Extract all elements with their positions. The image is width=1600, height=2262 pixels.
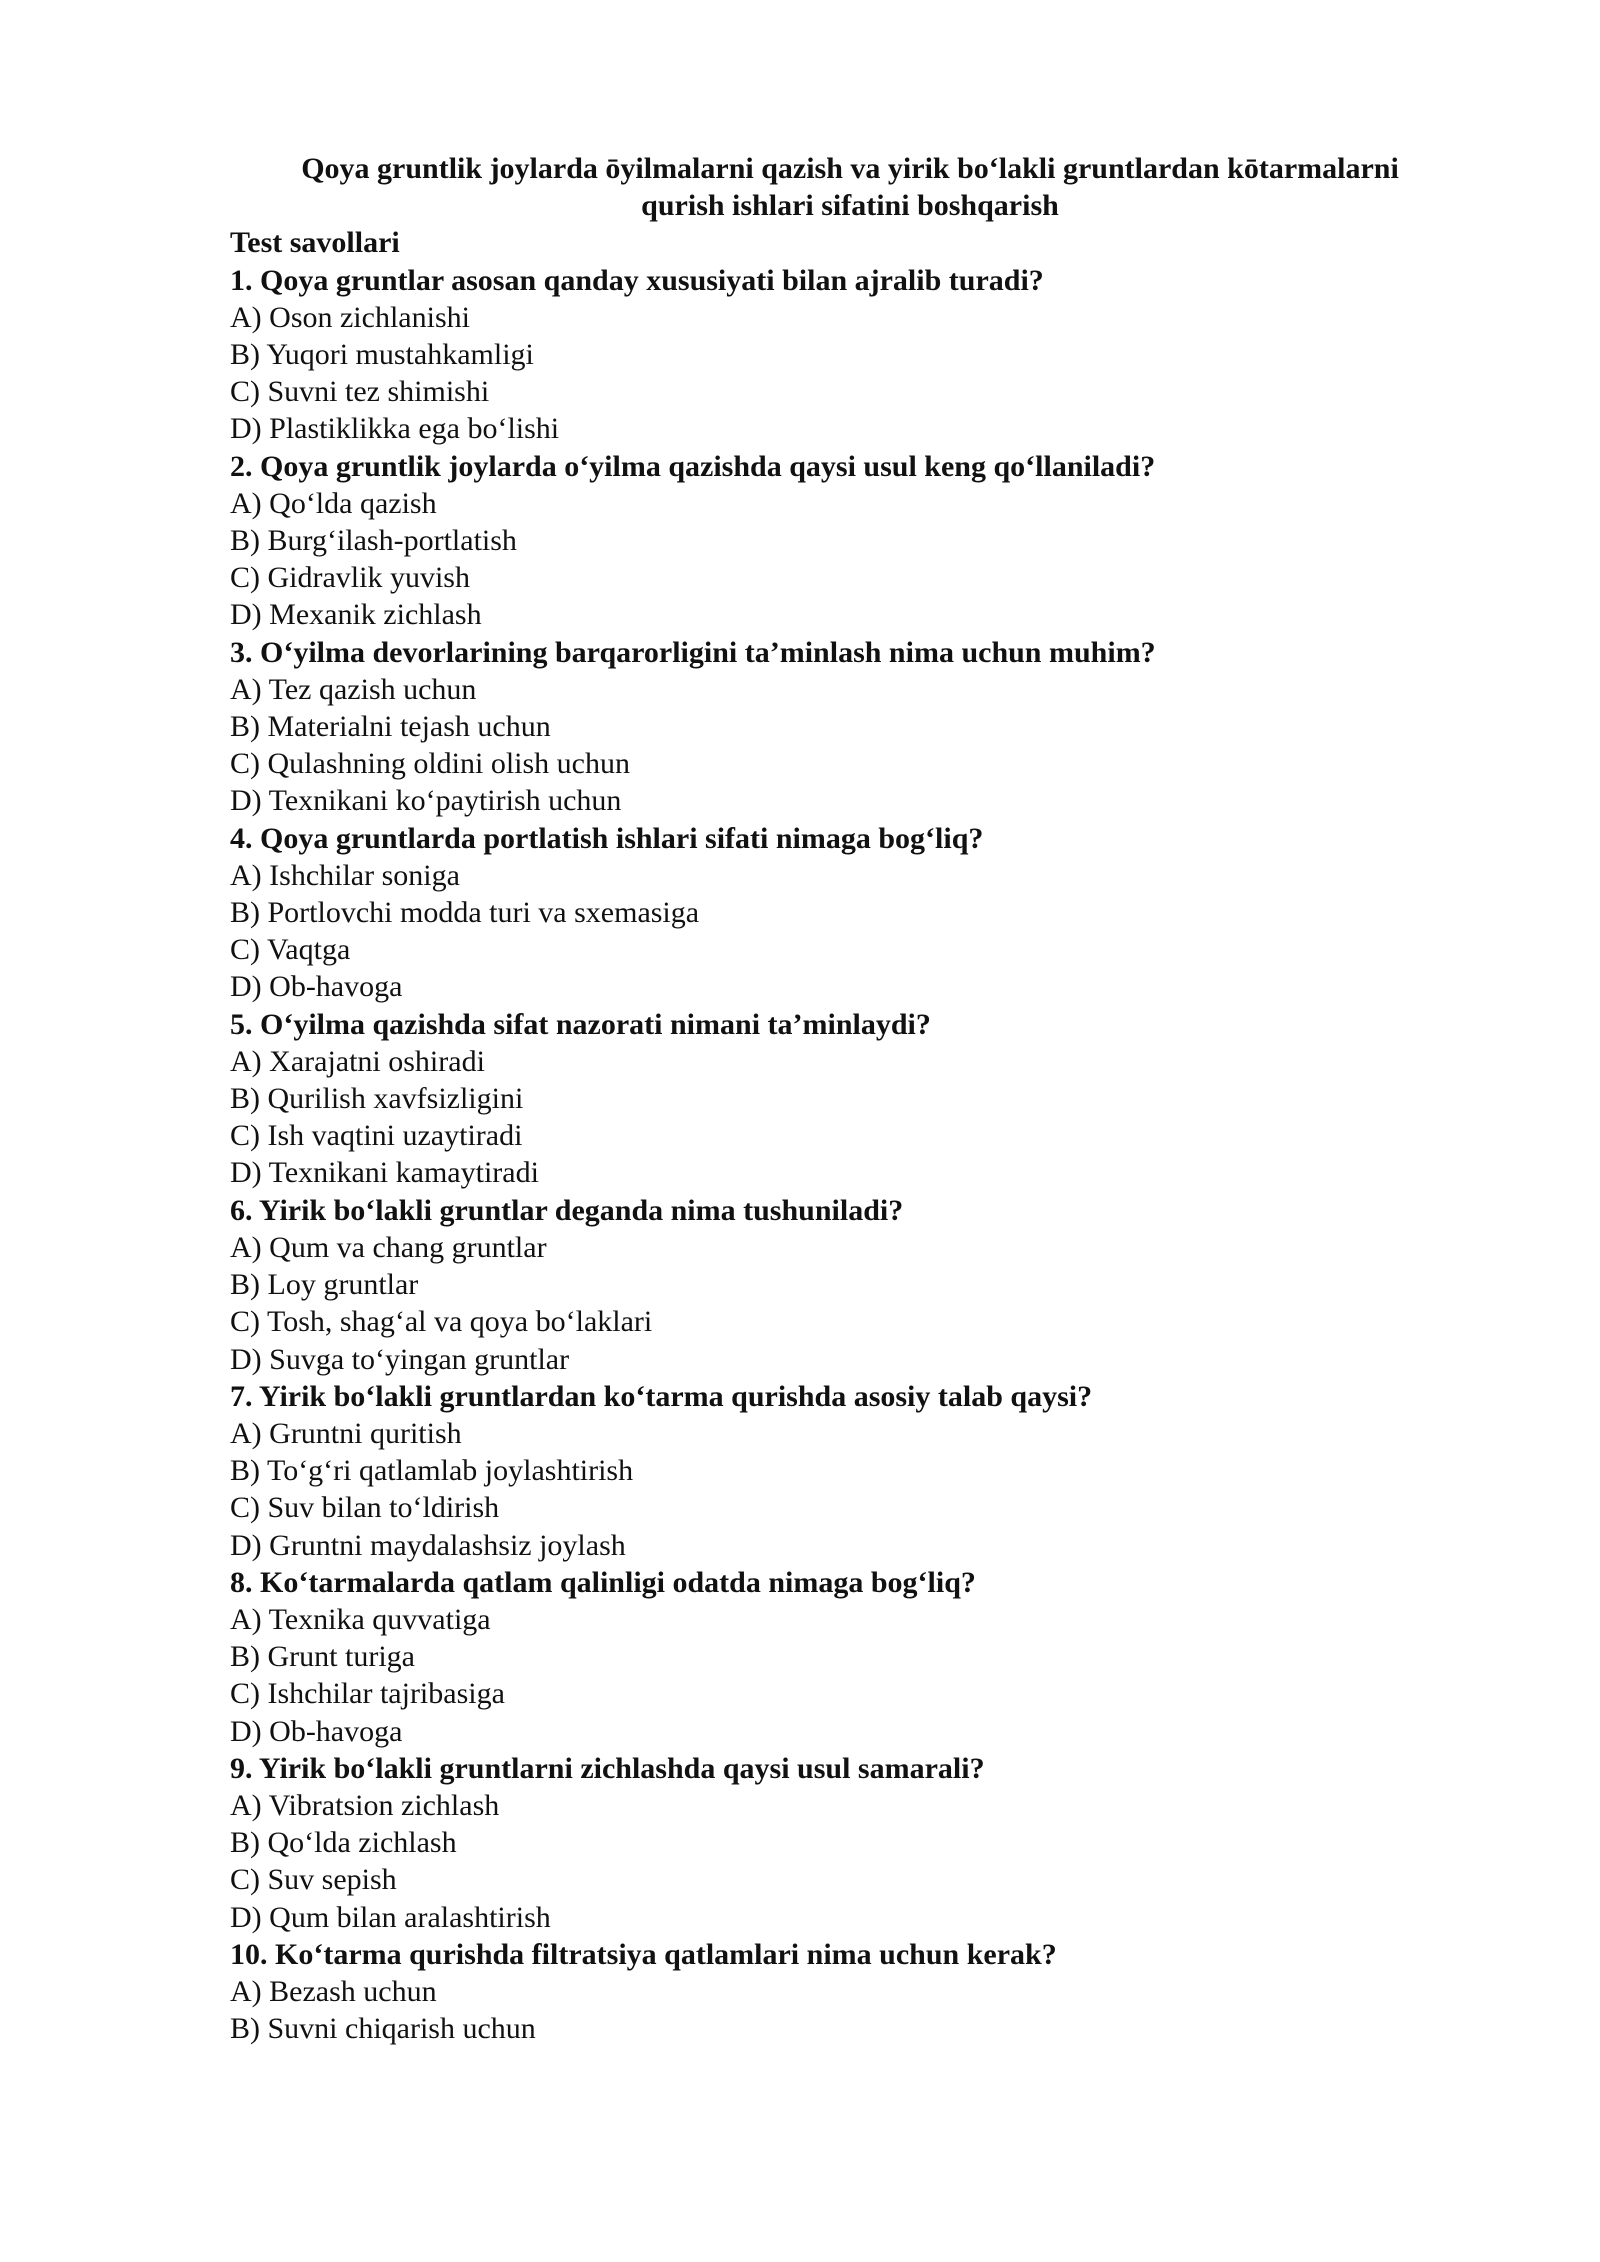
answer-option: D) Texnikani ko‘paytirish uchun bbox=[230, 784, 622, 818]
question-text: 1. Qoya gruntlar asosan qanday xususiyati bilan ajralib turadi? bbox=[230, 263, 1044, 297]
answer-option: A) Oson zichlanishi bbox=[230, 300, 470, 334]
answer-option: D) Ob-havoga bbox=[230, 1714, 403, 1748]
title-line-1: Qoya gruntlik joylarda ōyilmalarni qazish va yirik bo‘lakli gruntlardan kōtarmalarni bbox=[301, 152, 1399, 185]
question-text: 10. Ko‘tarma qurishda filtratsiya qatlamlari nima uchun kerak? bbox=[230, 1937, 1057, 1971]
answer-option: C) Suv sepish bbox=[230, 1863, 397, 1897]
answer-option: D) Qum bilan aralashtirish bbox=[230, 1900, 551, 1934]
answer-option: B) Qo‘lda zichlash bbox=[230, 1826, 457, 1860]
answer-option: B) To‘g‘ri qatlamlab joylashtirish bbox=[230, 1454, 634, 1488]
answer-option: C) Tosh, shag‘al va qoya bo‘laklari bbox=[230, 1305, 653, 1339]
answer-option: A) Tez qazish uchun bbox=[230, 672, 477, 706]
answer-option: A) Qum va chang gruntlar bbox=[230, 1230, 547, 1264]
answer-option: B) Yuqori mustahkamligi bbox=[230, 338, 534, 372]
answer-option: C) Suvni tez shimishi bbox=[230, 375, 490, 409]
question-list bbox=[230, 262, 1470, 2048]
question-text: 4. Qoya gruntlarda portlatish ishlari sifati nimaga bog‘liq? bbox=[230, 821, 984, 855]
answer-option: C) Ish vaqtini uzaytiradi bbox=[230, 1119, 523, 1153]
answer-option: B) Suvni chiqarish uchun bbox=[230, 2012, 536, 2046]
answer-option: D) Mexanik zichlash bbox=[230, 598, 482, 632]
answer-option: A) Texnika quvvatiga bbox=[230, 1602, 491, 1636]
answer-option: A) Ishchilar soniga bbox=[230, 858, 460, 892]
answer-option: B) Materialni tejash uchun bbox=[230, 710, 551, 744]
answer-option: C) Qulashning oldini olish uchun bbox=[230, 747, 630, 781]
question-text: 5. O‘yilma qazishda sifat nazorati nimani ta’minlaydi? bbox=[230, 1007, 931, 1041]
answer-option: C) Ishchilar tajribasiga bbox=[230, 1677, 505, 1711]
answer-option: C) Gidravlik yuvish bbox=[230, 561, 470, 595]
answer-option: A) Qo‘lda qazish bbox=[230, 486, 437, 520]
answer-option: D) Plastiklikka ega bo‘lishi bbox=[230, 412, 560, 446]
answer-option: B) Grunt turiga bbox=[230, 1640, 415, 1674]
question-text: 9. Yirik bo‘lakli gruntlarni zichlashda qaysi usul samarali? bbox=[230, 1751, 985, 1785]
question-text: 6. Yirik bo‘lakli gruntlar deganda nima tushuniladi? bbox=[230, 1193, 904, 1227]
question-text: 7. Yirik bo‘lakli gruntlardan ko‘tarma qurishda asosiy talab qaysi? bbox=[230, 1379, 1093, 1413]
answer-option: B) Loy gruntlar bbox=[230, 1268, 419, 1302]
answer-option: B) Portlovchi modda turi va sxemasiga bbox=[230, 896, 700, 930]
answer-option: D) Ob-havoga bbox=[230, 970, 403, 1004]
answer-option: C) Suv bilan to‘ldirish bbox=[230, 1491, 500, 1525]
answer-option: A) Bezash uchun bbox=[230, 1974, 437, 2008]
question-text: 3. O‘yilma devorlarining barqarorligini ta’minlash nima uchun muhim? bbox=[230, 635, 1156, 669]
title-line-2: qurish ishlari sifatini boshqarish bbox=[641, 189, 1059, 223]
document-title bbox=[230, 150, 1470, 224]
answer-option: D) Texnikani kamaytiradi bbox=[230, 1156, 539, 1190]
answer-option: D) Gruntni maydalashsiz joylash bbox=[230, 1528, 626, 1562]
answer-option: D) Suvga to‘yingan gruntlar bbox=[230, 1342, 570, 1376]
answer-option: A) Vibratsion zichlash bbox=[230, 1788, 500, 1822]
answer-option: B) Burg‘ilash-portlatish bbox=[230, 524, 517, 558]
document-page bbox=[230, 150, 1470, 2047]
answer-option: A) Gruntni quritish bbox=[230, 1416, 462, 1450]
question-text: 8. Ko‘tarmalarda qatlam qalinligi odatda nimaga bog‘liq? bbox=[230, 1565, 976, 1599]
section-heading: Test savollari bbox=[230, 226, 400, 260]
answer-option: C) Vaqtga bbox=[230, 933, 351, 967]
question-text: 2. Qoya gruntlik joylarda o‘yilma qazishda qaysi usul keng qo‘llaniladi? bbox=[230, 449, 1156, 483]
answer-option: A) Xarajatni oshiradi bbox=[230, 1044, 485, 1078]
answer-option: B) Qurilish xavfsizligini bbox=[230, 1082, 524, 1116]
